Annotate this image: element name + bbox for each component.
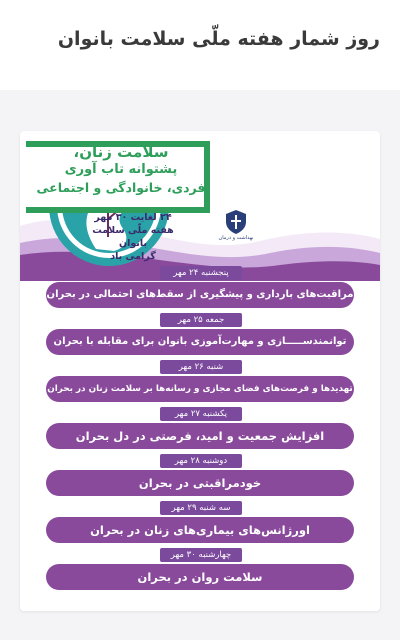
page-header (0, 0, 400, 90)
page-title: روز شمار هفته ملّی سلامت بانوان (57, 28, 380, 50)
week-name: هفته ملّی سلامت بانوان (92, 225, 174, 249)
day-tag-1: پنجشنبه ۲۴ مهر (160, 266, 242, 280)
schedule-list (20, 131, 380, 611)
topic-bar-4: افزایش جمعیت و امید، فرصتی در دل بحران (46, 423, 354, 449)
poster-image (20, 131, 380, 611)
week-dates: ۲۴ لغایت ۳۰ مهر (94, 212, 172, 223)
topic-bar-1: مراقبت‌های بارداری و پیشگیری از سقط‌های احتمالی در بحران (46, 282, 354, 308)
slogan-line-3: فردی، خانوادگی و اجتماعی (36, 180, 206, 195)
week-closing: گرامی باد (110, 251, 156, 262)
topic-bar-5: خودمراقبتی در بحران (46, 470, 354, 496)
topic-bar-7: سلامت روان در بحران (46, 564, 354, 590)
emblem-label: بهداشت و درمان (218, 235, 254, 241)
day-tag-2: جمعه ۲۵ مهر (160, 313, 242, 327)
slogan-line-1: سلامت زنان، (73, 143, 169, 161)
day-tag-3: شنبه ۲۶ مهر (160, 360, 242, 374)
slogan-line-2: پشتوانه تاب آوری (64, 162, 178, 177)
day-tag-5: دوشنبه ۲۸ مهر (160, 454, 242, 468)
topic-bar-6: اورژانس‌های بیماری‌های زنان در بحران (46, 517, 354, 543)
day-tag-4: یکشنبه ۲۷ مهر (160, 407, 242, 421)
topic-bar-3: تهدیدها و فرصت‌های فضای مجازی و رسانه‌ها بر سلامت زنان در بحران (46, 376, 354, 402)
day-tag-7: چهارشنبه ۳۰ مهر (160, 548, 242, 562)
topic-bar-2: توانمندســـــازی و مهارت‌آموزی بانوان برای مقابله با بحران (46, 329, 354, 355)
day-tag-6: سه شنبه ۲۹ مهر (160, 501, 242, 515)
